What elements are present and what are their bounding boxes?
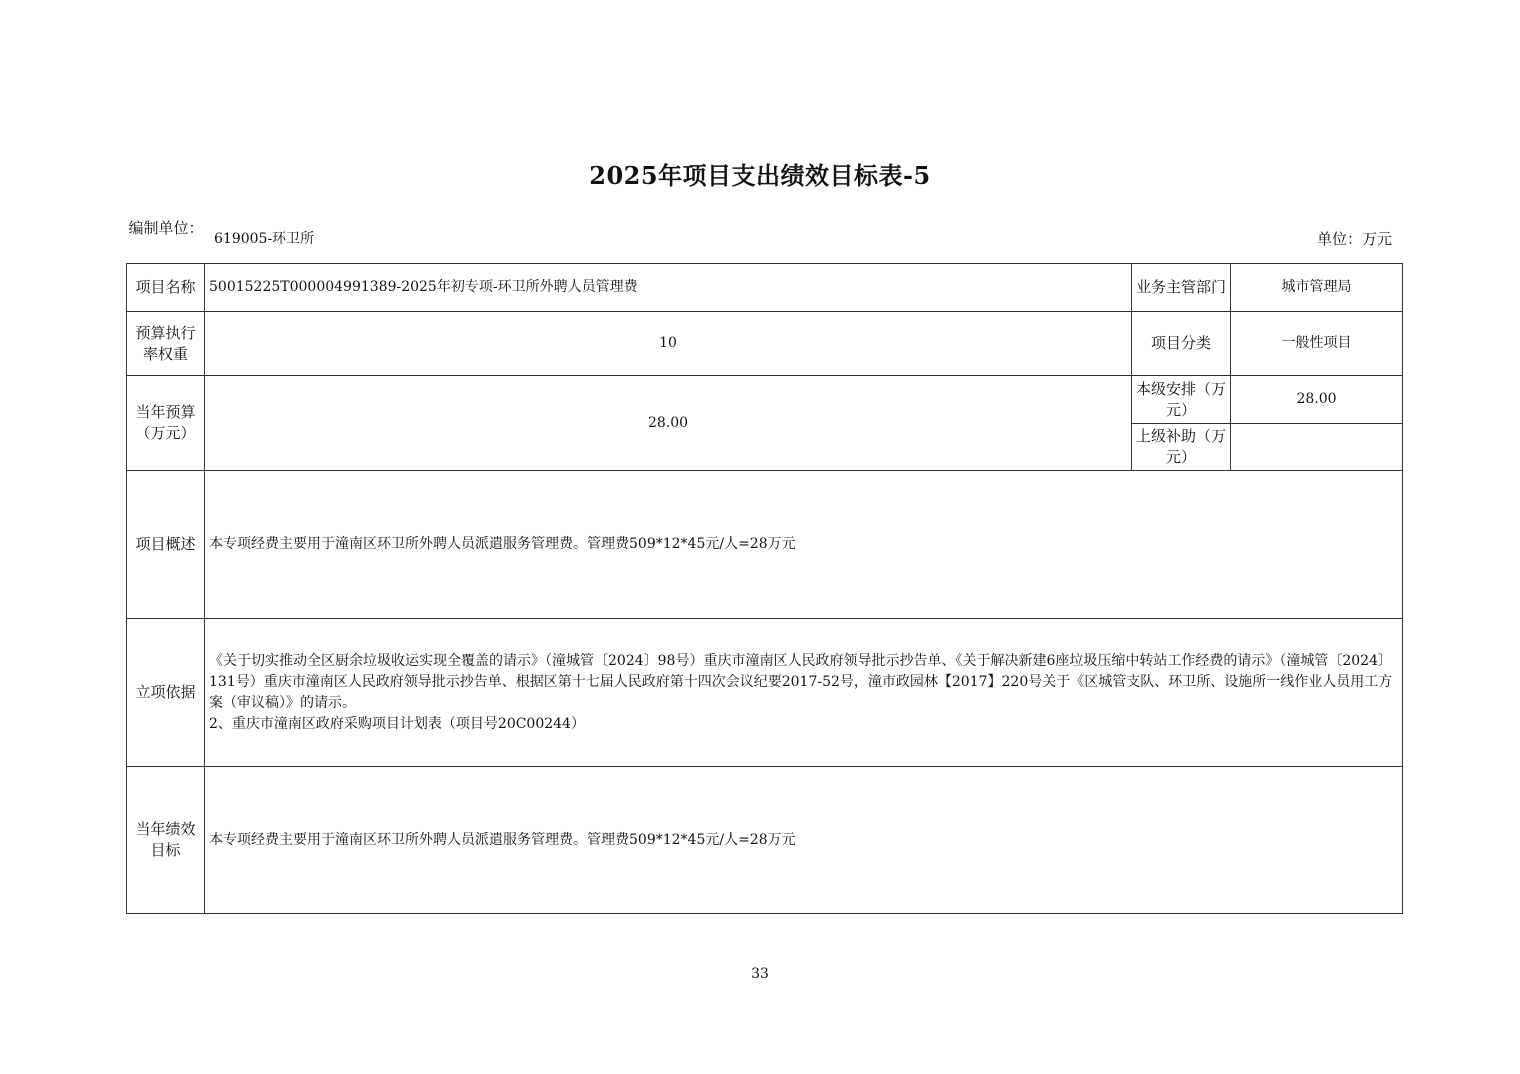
weight-value: 10 — [205, 312, 1132, 376]
table-row — [127, 471, 1403, 619]
table-row — [127, 264, 1403, 312]
overview-label: 项目概述 — [127, 471, 205, 619]
basis-text — [205, 619, 1403, 767]
table-row — [127, 767, 1403, 914]
goal-label: 当年绩效目标 — [127, 767, 205, 914]
dept-value: 城市管理局 — [1231, 264, 1403, 312]
category-label: 项目分类 — [1132, 312, 1231, 376]
category-value: 一般性项目 — [1231, 312, 1403, 376]
upper-subsidy-value — [1231, 424, 1403, 471]
budget-value: 28.00 — [205, 376, 1132, 471]
dept-label: 业务主管部门 — [1132, 264, 1231, 312]
basis-line-2: 2、重庆市潼南区政府采购项目计划表（项目号20C00244） — [209, 715, 585, 732]
local-funding-value: 28.00 — [1231, 376, 1403, 424]
budget-label: 当年预算（万元） — [127, 376, 205, 471]
project-name-label: 项目名称 — [127, 264, 205, 312]
table-row — [127, 619, 1403, 767]
currency-unit-note: 单位：万元 — [1316, 230, 1392, 248]
page-title: 2025年项目支出绩效目标表-5 — [589, 161, 931, 190]
page-number: 33 — [751, 966, 769, 982]
performance-goal-table — [126, 263, 1403, 914]
project-name-value: 50015225T000004991389-2025年初专项-环卫所外聘人员管理费 — [205, 264, 1132, 312]
table-row — [127, 376, 1403, 424]
compiling-unit-label: 编制单位： — [128, 219, 204, 237]
table-row — [127, 312, 1403, 376]
local-funding-label: 本级安排（万元） — [1132, 376, 1231, 424]
overview-text: 本专项经费主要用于潼南区环卫所外聘人员派遣服务管理费。管理费509*12*45元/人=28万元 — [205, 471, 1403, 619]
compiling-unit-value: 619005-环卫所 — [214, 231, 315, 247]
weight-label: 预算执行率权重 — [127, 312, 205, 376]
goal-text: 本专项经费主要用于潼南区环卫所外聘人员派遣服务管理费。管理费509*12*45元/人=28万元 — [205, 767, 1403, 914]
basis-label: 立项依据 — [127, 619, 205, 767]
basis-line-1: 《关于切实推动全区厨余垃圾收运实现全覆盖的请示》（潼城管〔2024〕98号）重庆市潼南区人民政府领导批示抄告单、《关于解决新建6座垃圾压缩中转站工作经费的请示》（潼城管〔2024〕131号）重庆市潼南区人民政府领导批示抄告单、根据区第十七届人民政府第十四次会议纪要2017-52号，潼市政园林【2017】220号关于《区城管支队、环卫所、设施所一线作业人员用工方案（审议稿）》的请示。 — [209, 652, 1393, 711]
upper-subsidy-label: 上级补助（万元） — [1132, 424, 1231, 471]
